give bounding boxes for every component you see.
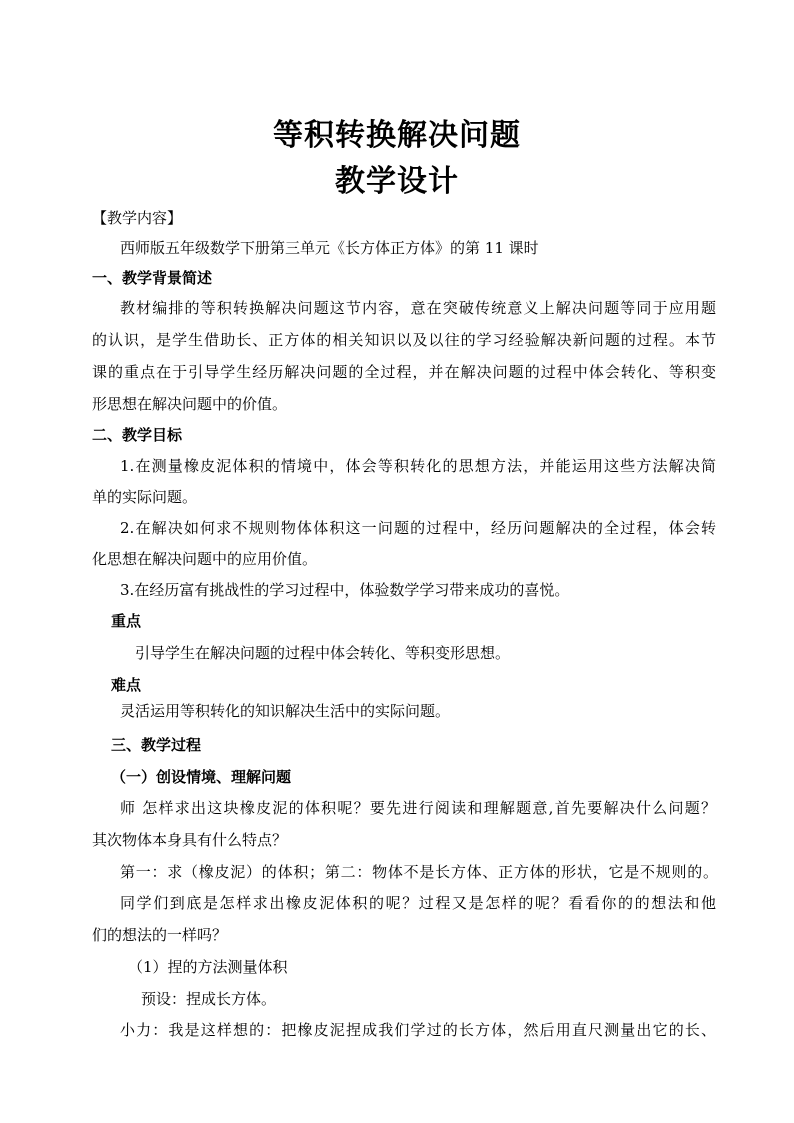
document-subtitle: 教学设计 <box>335 164 459 199</box>
paragraph-line: 西师版五年级数学下册第三单元《长方体正方体》的第 11 课时 <box>120 239 539 257</box>
paragraph-line: 们的想法的一样吗？ <box>92 926 228 944</box>
paragraph-line: 第一：求（橡皮泥）的体积；第二：物体不是长方体、正方体的形状，它是不规则的。 <box>120 863 718 881</box>
paragraph-line: 2.在解决如何求不规则物体体积这一问题的过程中，经历问题解决的全过程，体会转 <box>120 519 716 537</box>
paragraph-line: 其次物体本身具有什么特点？ <box>92 831 288 849</box>
document-title: 等积转换解决问题 <box>273 118 521 153</box>
subheading-scenario: （一）创设情境、理解问题 <box>111 768 292 786</box>
subheading-difficulty: 难点 <box>111 676 142 694</box>
paragraph-line: 预设：捏成长方体。 <box>141 990 277 1008</box>
paragraph-line: 同学们到底是怎样求出橡皮泥体积的呢？过程又是怎样的呢？看看你的的想法和他 <box>120 894 716 912</box>
section-heading-objectives: 二、教学目标 <box>92 426 183 444</box>
paragraph-line: 形思想在解决问题中的价值。 <box>92 395 288 413</box>
paragraph-line: 3.在经历富有挑战性的学习过程中，体验数学学习带来成功的喜悦。 <box>120 581 570 599</box>
section-heading-background: 一、教学背景简述 <box>92 269 213 287</box>
section-label-teaching-content: 【教学内容】 <box>92 209 183 227</box>
paragraph-line: 单的实际问题。 <box>92 488 198 506</box>
paragraph-line: 1.在测量橡皮泥体积的情境中，体会等积转化的思想方法，并能运用这些方法解决简 <box>120 457 716 475</box>
paragraph-line: 的认识，是学生借助长、正方体的相关知识以及以往的学习经验解决新问题的过程。本节 <box>92 331 716 349</box>
paragraph-line: 课的重点在于引导学生经历解决问题的全过程，并在解决问题的过程中体会转化、等积变 <box>92 363 716 381</box>
paragraph-line: 教材编排的等积转换解决问题这节内容，意在突破传统意义上解决问题等同于应用题 <box>120 299 716 317</box>
paragraph-line: 灵活运用等积转化的知识解决生活中的实际问题。 <box>120 702 451 720</box>
paragraph-line: 师 怎样求出这块橡皮泥的体积呢？要先进行阅读和理解题意,首先要解决什么问题？ <box>120 799 716 817</box>
subheading-key-point: 重点 <box>111 612 142 630</box>
paragraph-line: 小力：我是这样想的：把橡皮泥捏成我们学过的长方体，然后用直尺测量出它的长、 <box>120 1021 716 1039</box>
paragraph-line: （1）捏的方法测量体积 <box>128 958 288 976</box>
section-heading-process: 三、教学过程 <box>111 736 202 754</box>
paragraph-line: 化思想在解决问题中的应用价值。 <box>92 550 318 568</box>
paragraph-line: 引导学生在解决问题的过程中体会转化、等积变形思想。 <box>135 644 511 662</box>
